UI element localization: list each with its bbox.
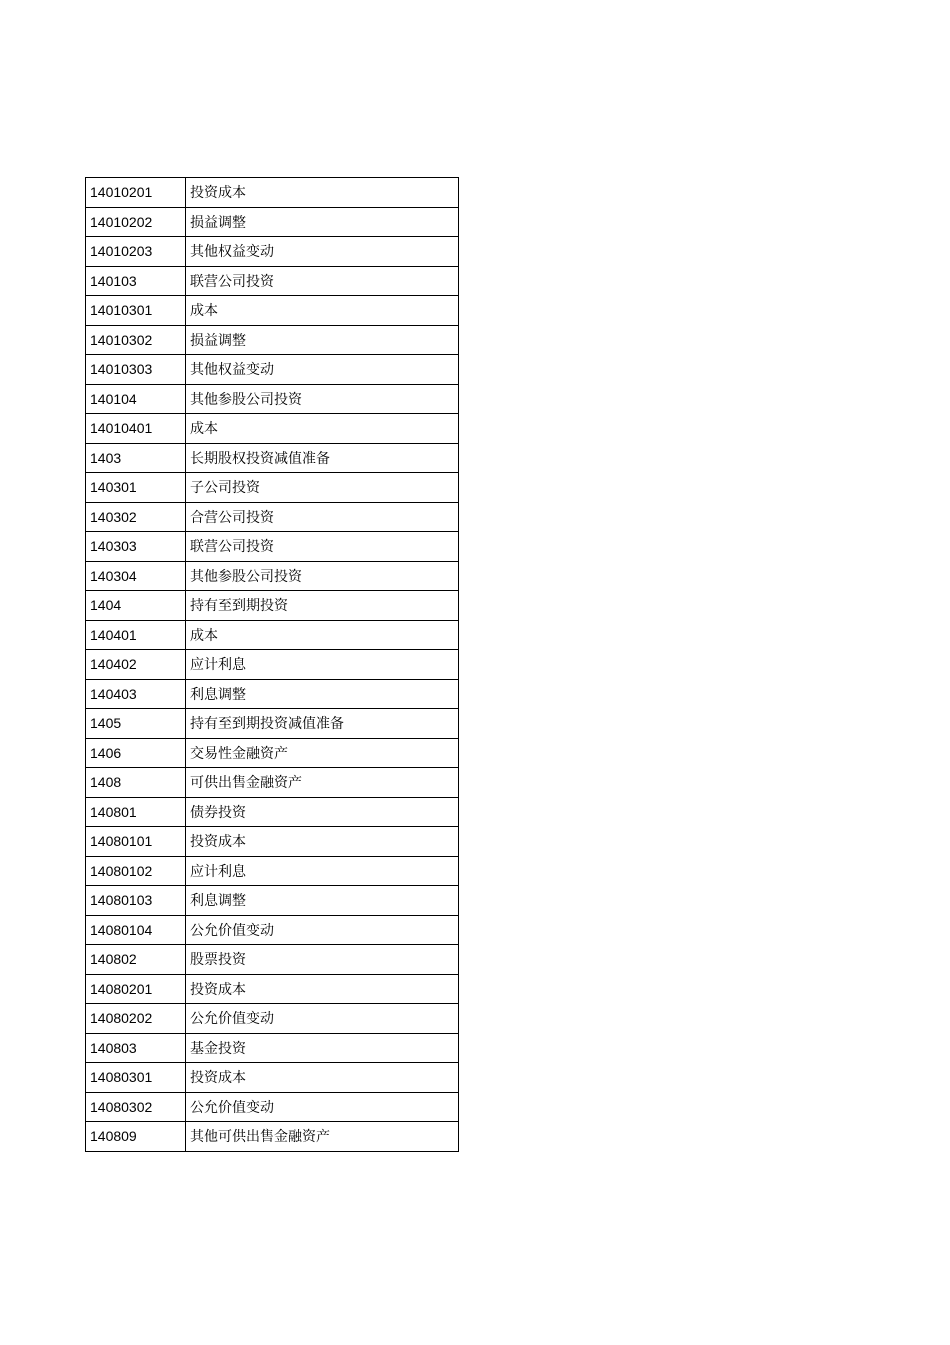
account-code-cell: 140401 [86,620,186,650]
table-row [86,709,459,739]
account-code-cell: 14080103 [86,886,186,916]
account-name-cell: 其他权益变动 [186,237,459,267]
account-code-cell: 14010301 [86,296,186,326]
account-name-cell: 可供出售金融资产 [186,768,459,798]
table-row [86,886,459,916]
table-row [86,856,459,886]
table-row [86,768,459,798]
account-name-cell: 投资成本 [186,974,459,1004]
table-row [86,473,459,503]
account-code-cell: 1403 [86,443,186,473]
account-code-cell: 1408 [86,768,186,798]
table-row [86,827,459,857]
table-row [86,355,459,385]
account-code-cell: 140303 [86,532,186,562]
account-code-table [85,177,459,1152]
account-code-cell: 140104 [86,384,186,414]
account-name-cell: 其他可供出售金融资产 [186,1122,459,1152]
table-row [86,384,459,414]
account-code-cell: 14010302 [86,325,186,355]
table-row [86,325,459,355]
account-name-cell: 持有至到期投资 [186,591,459,621]
table-row [86,1122,459,1152]
table-row [86,414,459,444]
table-row [86,443,459,473]
account-name-cell: 投资成本 [186,178,459,208]
account-code-cell: 14080202 [86,1004,186,1034]
account-code-cell: 140801 [86,797,186,827]
account-code-cell: 14080302 [86,1092,186,1122]
account-name-cell: 其他参股公司投资 [186,384,459,414]
account-code-cell: 1405 [86,709,186,739]
account-code-cell: 14010303 [86,355,186,385]
account-code-cell: 14010401 [86,414,186,444]
account-code-cell: 140302 [86,502,186,532]
table-row [86,532,459,562]
account-code-cell: 14010203 [86,237,186,267]
account-name-cell: 成本 [186,296,459,326]
account-name-cell: 持有至到期投资减值准备 [186,709,459,739]
account-name-cell: 其他参股公司投资 [186,561,459,591]
account-name-cell: 长期股权投资减值准备 [186,443,459,473]
table-row [86,1092,459,1122]
table-row [86,266,459,296]
account-code-cell: 140304 [86,561,186,591]
table-row [86,591,459,621]
table-row [86,1004,459,1034]
account-code-cell: 14080101 [86,827,186,857]
account-name-cell: 投资成本 [186,1063,459,1093]
table-row [86,1033,459,1063]
account-name-cell: 成本 [186,620,459,650]
account-name-cell: 投资成本 [186,827,459,857]
account-code-cell: 140103 [86,266,186,296]
table-row [86,502,459,532]
account-name-cell: 成本 [186,414,459,444]
account-code-cell: 140802 [86,945,186,975]
table-row [86,1063,459,1093]
account-name-cell: 应计利息 [186,650,459,680]
account-name-cell: 损益调整 [186,325,459,355]
account-code-cell: 140403 [86,679,186,709]
account-table-body [86,178,459,1152]
account-name-cell: 合营公司投资 [186,502,459,532]
account-code-cell: 1406 [86,738,186,768]
account-code-cell: 14080102 [86,856,186,886]
table-row [86,945,459,975]
account-name-cell: 公允价值变动 [186,915,459,945]
account-name-cell: 基金投资 [186,1033,459,1063]
account-name-cell: 其他权益变动 [186,355,459,385]
account-name-cell: 债券投资 [186,797,459,827]
account-name-cell: 联营公司投资 [186,532,459,562]
account-code-cell: 14080104 [86,915,186,945]
table-row [86,178,459,208]
table-row [86,207,459,237]
account-name-cell: 公允价值变动 [186,1092,459,1122]
account-code-cell: 14010201 [86,178,186,208]
account-code-cell: 14080201 [86,974,186,1004]
table-row [86,738,459,768]
table-row [86,620,459,650]
table-row [86,679,459,709]
table-row [86,915,459,945]
table-row [86,296,459,326]
table-row [86,797,459,827]
account-name-cell: 损益调整 [186,207,459,237]
account-name-cell: 公允价值变动 [186,1004,459,1034]
account-code-cell: 140301 [86,473,186,503]
account-name-cell: 股票投资 [186,945,459,975]
account-code-cell: 140803 [86,1033,186,1063]
account-name-cell: 利息调整 [186,886,459,916]
account-code-cell: 1404 [86,591,186,621]
account-name-cell: 子公司投资 [186,473,459,503]
table-row [86,974,459,1004]
account-table-container [85,177,458,1152]
table-row [86,237,459,267]
account-name-cell: 联营公司投资 [186,266,459,296]
account-code-cell: 140402 [86,650,186,680]
table-row [86,650,459,680]
account-code-cell: 14080301 [86,1063,186,1093]
account-name-cell: 应计利息 [186,856,459,886]
table-row [86,561,459,591]
account-name-cell: 利息调整 [186,679,459,709]
account-code-cell: 14010202 [86,207,186,237]
account-name-cell: 交易性金融资产 [186,738,459,768]
account-code-cell: 140809 [86,1122,186,1152]
